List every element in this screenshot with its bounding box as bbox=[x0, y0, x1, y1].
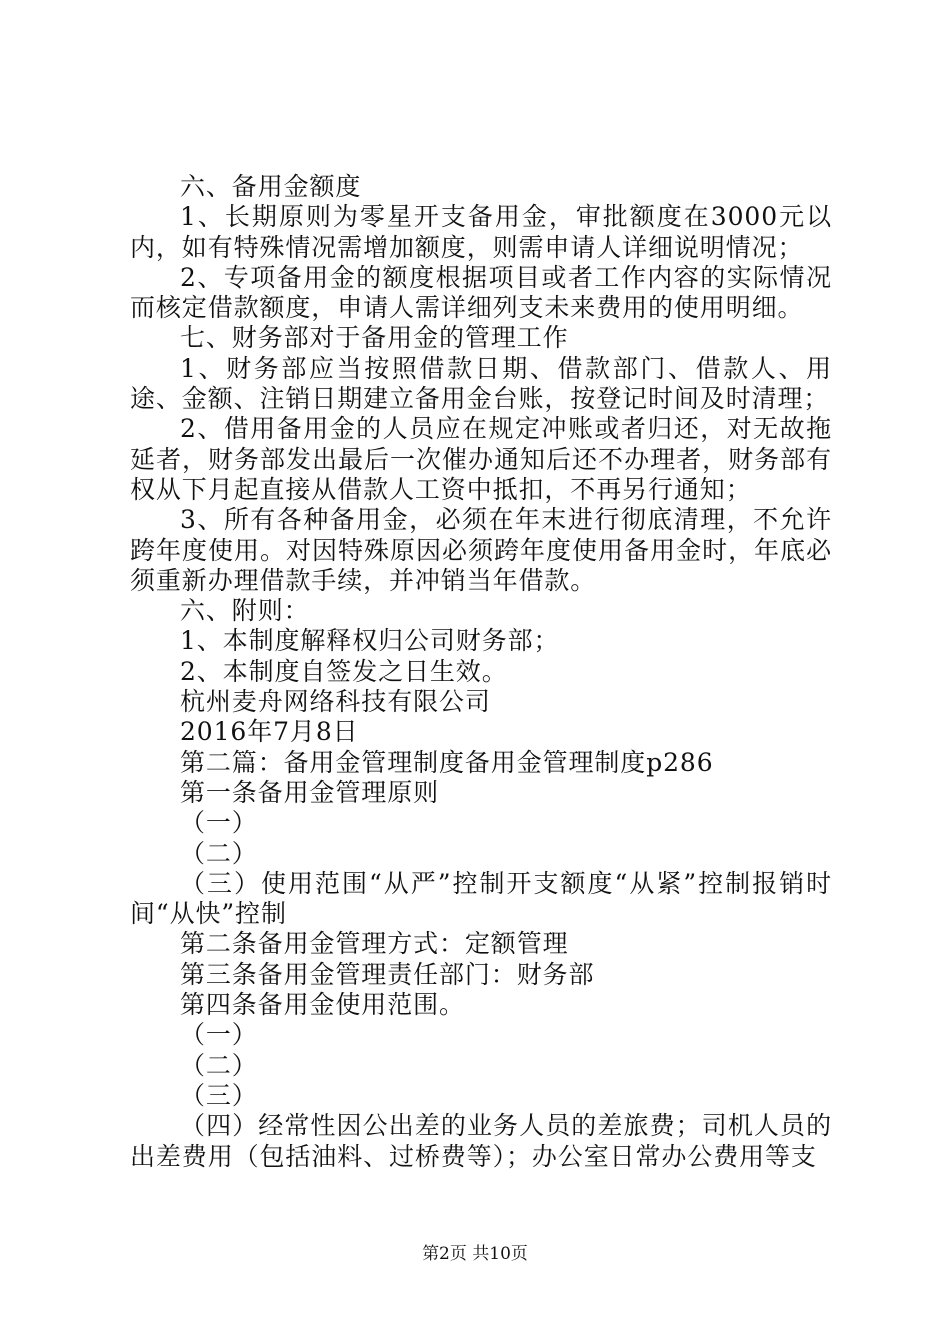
paragraph: （一） bbox=[180, 1020, 258, 1050]
paragraph: （三）使用范围“从严”控制开支额度“从紧”控制报销时间“从快”控制 bbox=[130, 868, 832, 929]
paragraph: 六、附则： bbox=[180, 596, 310, 626]
paragraph: （二） bbox=[180, 1050, 258, 1080]
paragraph: 七、财务部对于备用金的管理工作 bbox=[180, 323, 569, 353]
paragraph: 3、所有各种备用金，必须在年末进行彻底清理，不允许跨年度使用。对因特殊原因必须跨年度使用备用金时，年底必须重新办理借款手续，并冲销当年借款。 bbox=[130, 505, 832, 595]
paragraph: 1、财务部应当按照借款日期、借款部门、借款人、用途、金额、注销日期建立备用金台账，按登记时间及时清理； bbox=[130, 353, 832, 414]
paragraph: （四）经常性因公出差的业务人员的差旅费；司机人员的出差费用（包括油料、过桥费等）；办公室日常办公费用等支 bbox=[130, 1111, 832, 1171]
paragraph: 第三条备用金管理责任部门：财务部 bbox=[180, 959, 595, 989]
paragraph: 六、备用金额度 bbox=[180, 172, 362, 201]
paragraph: 第四条备用金使用范围。 bbox=[180, 990, 465, 1020]
paragraph: 1、本制度解释权归公司财务部； bbox=[180, 626, 560, 656]
paragraph: 第二条备用金管理方式：定额管理 bbox=[180, 929, 569, 959]
paragraph: 2、专项备用金的额度根据项目或者工作内容的实际情况而核定借款额度，申请人需详细列支未来费用的使用明细。 bbox=[130, 262, 832, 323]
paragraph: （一） bbox=[180, 808, 258, 838]
paragraph: 2016年7月8日 bbox=[180, 717, 359, 747]
paragraph: 2、借用备用金的人员应在规定冲账或者归还，对无故拖延者，财务部发出最后一次催办通知后还不办理者，财务部有权从下月起直接从借款人工资中抵扣，不再另行通知； bbox=[130, 414, 832, 504]
paragraph: 2、本制度自签发之日生效。 bbox=[180, 656, 508, 686]
document-body bbox=[130, 172, 832, 1172]
paragraph: 1、长期原则为零星开支备用金，审批额度在3000元以内，如有特殊情况需增加额度，则需申请人详细说明情况； bbox=[130, 202, 832, 262]
page-number: 第2页 共10页 bbox=[422, 1244, 528, 1264]
page-footer bbox=[0, 1243, 950, 1265]
paragraph: 第一条备用金管理原则 bbox=[180, 777, 440, 807]
paragraph: （三） bbox=[180, 1080, 258, 1110]
paragraph: 第二篇：备用金管理制度备用金管理制度p286 bbox=[180, 747, 714, 777]
paragraph: 杭州麦舟网络科技有限公司 bbox=[180, 687, 491, 717]
paragraph: （二） bbox=[180, 838, 258, 868]
